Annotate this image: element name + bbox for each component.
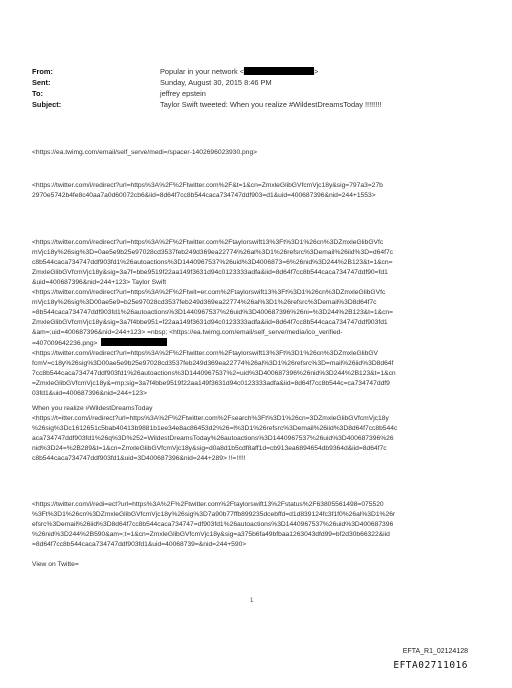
sent-label: Sent: — [32, 78, 51, 87]
body-line: <https://twitter.com/i/redirect?url=https%3A%2F%2Ftwit=er.com%2Ftaylorswift13%3Ft%3D1%26cn%3DZmxleGlibGVfc — [32, 289, 386, 296]
sent-value: Sunday, August 30, 2015 8:46 PM — [160, 78, 272, 87]
body-paragraph-2 — [32, 181, 484, 201]
body-paragraph-1 — [32, 148, 484, 158]
body-paragraph-4 — [32, 404, 484, 464]
body-line: <https://twitter.com/i/redirect?url=https%3A%2F%2Ftwitter.com%2Ftaylorswift13%3Ft%3D1%26cn%3DZmxleGlibGV — [32, 350, 379, 357]
tweet-text: When you realize #WildestDreamsToday — [32, 405, 153, 412]
subject-row — [32, 99, 472, 110]
subject-value: Taylor Swift tweeted: When you realize #WildestDreamsToday !!!!!!!! — [160, 100, 382, 109]
body-line: <https://ea.twimg.com/email/self_serve/medi=/spacer-1402696023930.png> — [32, 149, 258, 156]
body-paragraph-3 — [32, 238, 484, 399]
body-line: c8b544caca734747ddf903fd1&uid=3D400687396&nid=244+289> !!=!!!!! — [32, 455, 246, 462]
from-value — [160, 66, 472, 77]
body-line: ZmxleGlibGVfcmVjc18y&sig=3a7f=bbe9519f22aa149f3631d94c0123333adfa&iid=8d64f7cc8b544caca734747ddf90=fd1 — [32, 269, 388, 276]
from-row — [32, 66, 472, 77]
email-header — [32, 66, 472, 110]
body-line: %3Ft%3D1%26cn%3DZmxleGlibGVfcmVjc18y%26sig%3D7a90b77ffb899235dcebffd=d1d839124fc3f1f0%26al%3D1%26r — [32, 511, 396, 518]
body-line: ZmxleGlibGVfcmVjc18y&sig=3a7f4bbe951=f22aa149f3631d94c0123333adfa&iid=8d64f7cc8b544caca734747ddf903fd1 — [32, 319, 388, 326]
body-line: &uid=400687396&nid=244+123> Taylor Swift — [32, 279, 167, 286]
body-line: mVjc18y%26sig%3D00ae5e9=b25e97028cd3537feb249d369ea22774%26al%3D1%26refsrc%3Demail%3D8d64f7c — [32, 299, 377, 306]
body-line: nid%3D24=%2B289&t=1&cn=ZmxleGlibGVfcmVjc18y&sig=d0a8d1b5cdf8aff1d=cb913ea6894654db9364d&iid=8d64f7c — [32, 445, 387, 452]
body-line: =8d64f7cc8b544caca734747ddf903fd1&uid=40068739=&nid=244+590> — [32, 541, 247, 548]
body-line: efsrc%3Demail%26iid%3D8d64f7cc8b544caca734747=df903fd1%26autoactions%3D1440967537%26uid%3D400687396 — [32, 521, 394, 528]
body-line: fcmV=c18y%26sig%3D00ae5e9b25e97028cd3537feb249d369ea22774%26al%3D1%26refsrc%3D=mail%26iid%3D8d64f — [32, 360, 394, 367]
body-line: mVjc18y%26sig%3D=0ae5e9b25e97028cd3537feb249d369ea22774%26al%3D1%26refsrc%3Demail%26iid%3D=d64f7c — [32, 249, 394, 256]
from-label: From: — [32, 67, 53, 76]
body-line-with-redaction — [32, 338, 484, 349]
from-text: Popular in your network < — [160, 67, 245, 76]
efta-large-id: EFTA02711016 — [393, 660, 468, 671]
body-line: c8b544caca734747ddf903fd1%26autoactions%3D1440967537%26uid%3D4006873=6%26nid%3D244%2B123&t=1&cn= — [32, 259, 393, 266]
body-line: 7cc8b544caca734747ddf903fd1%26autoactions%3D1440967537%2=uid%3D400687396%26nid%3D244%2B123&t=1&cn — [32, 370, 396, 377]
body-line: <https://t=itter.com/i/redirect?url=https%3A%2F%2Ftwitter.com%2Fsearch%3Ft%3D1%26cn=3DZmxleGlibGVfcmVjc18y — [32, 415, 389, 422]
body-text: =407009642236.png> — [32, 340, 98, 347]
body-line: 2970e5742b4fe8c40aa7a0d60072cb6&iid=8d64f7cc8b544caca734747ddf903=d1&uid=400687396&nid=244+1553> — [32, 192, 376, 199]
to-value: jeffrey epstein — [160, 89, 206, 98]
body-line: &am=;uid=400687396&nid=244+123> =nbsp; <https://ea.twimg.com/email/self_serve/media/ico_verified- — [32, 329, 343, 336]
to-row — [32, 88, 472, 99]
body-line: =8b544caca734747ddf903fd1%26autoactions%3D1440967537%26uid%3D400687396%26ni=%3D244%2B123&t=1&cn= — [32, 309, 394, 316]
from-end: > — [314, 67, 319, 76]
body-line: 03fd1&uid=400687396&nid=244+123> — [32, 390, 147, 397]
body-line: <https://twitter.com/i/redirect?url=https%3A%2F%2Ftwitter.com%2F&t=1&cn=ZmxleGlibGVfcmVjc18y&sig=797a3=27b — [32, 182, 383, 189]
efta-small-id: EFTA_R1_02124128 — [402, 648, 468, 655]
body-line: aca734747ddf903fd1%26q%3D%252=WildestDreamsToday%26autoactions%3D1440967537%26uid%3D400687396%26 — [32, 435, 394, 442]
body-paragraph-5 — [32, 500, 484, 550]
view-on-twitter: View on Twitte= — [32, 561, 79, 568]
sent-row — [32, 77, 472, 88]
redaction-bar — [101, 338, 167, 346]
to-label: To: — [32, 89, 43, 98]
body-line: %26sig%3Dc1612651c5bab40413b9881b1ee34e8ac86453d2%26=l%3D1%26refsrc%3Demail%26iid%3D8d64f7cc8b544c — [32, 425, 398, 432]
body-line: =ZmxleGlibGVfcmVjc18y&=mp;sig=3a7f4bbe9519f22aa149f3631d94c0123333adfa&iid=8d64f7cc8b544c=ca734747ddf9 — [32, 380, 390, 387]
body-line: <https://twitter.com/i/redi=ect?url=https%3A%2F%2Ftwitter.com%2Ftaylorswift13%2Fstatus%2F63805561498=075520 — [32, 501, 384, 508]
redaction-bar — [244, 67, 314, 75]
body-line: %26nid%3D244%2B590&am=;t=1&cn=ZmxleGlibGVfcmVjc18y&sig=a375b6fa49bfbaa1263043dfd99=bf2d30b66322&iid — [32, 531, 390, 538]
body-paragraph-6 — [32, 560, 484, 570]
page-number: 1 — [250, 598, 254, 604]
body-line: <https://twitter.com/i/redirect?url=https%3A%2F%2Ftwitter.com%2Ftaylorswift13%3Ft%3D1%26cn%3DZmxleGlibGVfc — [32, 239, 384, 246]
subject-label: Subject: — [32, 100, 62, 109]
